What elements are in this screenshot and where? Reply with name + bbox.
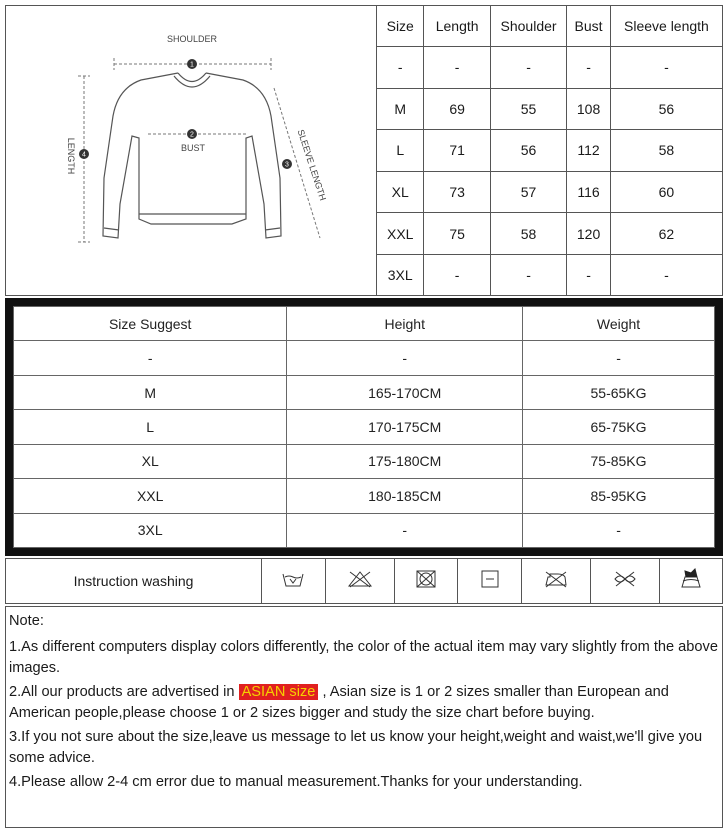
size-chart-cell: 120 [567, 213, 611, 255]
size-chart-cell: 108 [567, 88, 611, 130]
size-chart-cell: L [377, 130, 424, 172]
size-suggest-cell: 165-170CM [287, 375, 523, 409]
size-chart-row [377, 88, 722, 130]
size-chart-row [377, 255, 722, 295]
sleeve-marker: 3 [285, 161, 289, 169]
hand-wash-icon [262, 559, 326, 603]
size-suggest-header-cell: Height [287, 307, 523, 341]
size-chart-cell: 57 [490, 171, 566, 213]
size-chart-cell: - [567, 255, 611, 295]
sleeve-length-label: SLEEVE LENGTH [295, 128, 329, 202]
size-suggest-cell: 3XL [14, 513, 287, 547]
size-chart-row [377, 171, 722, 213]
bust-label: BUST [180, 143, 206, 153]
size-suggest-row [14, 444, 715, 478]
size-chart-cell: 112 [567, 130, 611, 172]
low-iron-icon [522, 559, 591, 603]
size-chart-cell: 56 [610, 88, 722, 130]
size-chart-cell: - [610, 46, 722, 88]
sweater-cuff-right [265, 228, 280, 230]
size-suggest-cell: 85-95KG [523, 479, 715, 513]
size-chart-header-cell: Sleeve length [610, 6, 722, 46]
size-chart-header-cell: Bust [567, 6, 611, 46]
sweater-body-outline [103, 73, 281, 238]
flat-dry-icon [458, 559, 522, 603]
length-label: LENGTH [66, 137, 76, 175]
size-chart-row [377, 213, 722, 255]
size-suggest-row [14, 410, 715, 444]
size-chart-cell: 58 [610, 130, 722, 172]
size-chart-header-row [377, 6, 722, 46]
size-suggest-row [14, 513, 715, 547]
size-chart-cell: 62 [610, 213, 722, 255]
size-suggest-cell: M [14, 375, 287, 409]
size-chart-section [5, 5, 723, 296]
size-suggest-cell: 180-185CM [287, 479, 523, 513]
size-chart-header-cell: Size [377, 6, 424, 46]
size-suggest-cell: 55-65KG [523, 375, 715, 409]
size-chart-cell: 60 [610, 171, 722, 213]
size-chart-cell: 69 [424, 88, 490, 130]
size-suggest-cell: - [287, 513, 523, 547]
shoulder-marker: 1 [190, 61, 194, 69]
size-chart-cell: XL [377, 171, 424, 213]
size-chart-cell: 116 [567, 171, 611, 213]
size-chart-cell: - [567, 46, 611, 88]
washing-section [5, 558, 723, 604]
note-3: 3.If you not sure about the size,leave us message to let us know your height,weight and waist,we'll give you some advice. [9, 729, 703, 766]
sweater-collar [178, 73, 206, 82]
size-chart-cell: 58 [490, 213, 566, 255]
size-chart-cell: - [424, 46, 490, 88]
size-suggest-header-cell: Weight [523, 307, 715, 341]
size-chart-row [377, 130, 722, 172]
size-chart-cell: 71 [424, 130, 490, 172]
size-suggest-header-row [14, 307, 715, 341]
size-chart-cell: - [377, 46, 424, 88]
size-chart-cell: - [610, 255, 722, 295]
sweater-drawing [6, 6, 376, 295]
note-2-line-2: American people,please choose 1 or 2 sizes bigger and study the size chart before buying. [9, 705, 595, 721]
note-2 [9, 682, 719, 703]
size-suggest-cell: - [287, 341, 523, 375]
size-suggest-section [5, 298, 723, 556]
note-2-prefix: 2.All our products are advertised in [9, 684, 239, 700]
size-suggest-cell: - [14, 341, 287, 375]
note-1: 1.As different computers display colors differently, the color of the actual item may vary slightly from the above images. [9, 639, 718, 676]
size-suggest-cell: - [523, 341, 715, 375]
size-chart-cell: - [490, 255, 566, 295]
do-not-bleach-icon [325, 559, 394, 603]
note-2-suffix: , Asian size is 1 or 2 sizes smaller than European and [318, 684, 669, 700]
size-chart-cell: 55 [490, 88, 566, 130]
size-suggest-row [14, 375, 715, 409]
do-not-dry-clean-icon [591, 559, 660, 603]
shoulder-label: SHOULDER [166, 34, 218, 44]
notes-title: Note: [9, 613, 44, 629]
size-suggest-cell: - [523, 513, 715, 547]
washing-table [6, 559, 722, 603]
size-chart-cell: 3XL [377, 255, 424, 295]
size-chart-cell: - [424, 255, 490, 295]
size-suggest-cell: 75-85KG [523, 444, 715, 478]
size-chart-cell: - [490, 46, 566, 88]
size-chart-cell: 75 [424, 213, 490, 255]
notes-section [5, 606, 723, 828]
size-suggest-cell: XL [14, 444, 287, 478]
do-not-tumble-dry-icon [394, 559, 458, 603]
size-suggest-row [14, 341, 715, 375]
size-chart-cell: 56 [490, 130, 566, 172]
size-suggest-cell: 175-180CM [287, 444, 523, 478]
size-chart-cell: 73 [424, 171, 490, 213]
length-marker: 4 [82, 151, 86, 159]
size-suggest-row [14, 479, 715, 513]
size-suggest-cell: 65-75KG [523, 410, 715, 444]
size-suggest-cell: XXL [14, 479, 287, 513]
size-chart-header-cell: Shoulder [490, 6, 566, 46]
size-chart-row [377, 46, 722, 88]
size-suggest-table [13, 306, 715, 548]
size-chart-header-cell: Length [424, 6, 490, 46]
sweater-cuff-left [104, 228, 119, 230]
do-not-wring-icon [659, 559, 722, 603]
note-4: 4.Please allow 2-4 cm error due to manual measurement.Thanks for your understanding. [9, 774, 583, 790]
size-suggest-header-cell: Size Suggest [14, 307, 287, 341]
size-suggest-cell: L [14, 410, 287, 444]
size-suggest-cell: 170-175CM [287, 410, 523, 444]
size-chart-cell: XXL [377, 213, 424, 255]
size-chart-cell: M [377, 88, 424, 130]
washing-label: Instruction washing [73, 573, 194, 589]
bust-marker: 2 [190, 131, 194, 139]
asian-size-highlight: ASIAN size [239, 684, 319, 700]
size-chart-table [377, 6, 722, 295]
sweater-diagram [6, 6, 377, 295]
